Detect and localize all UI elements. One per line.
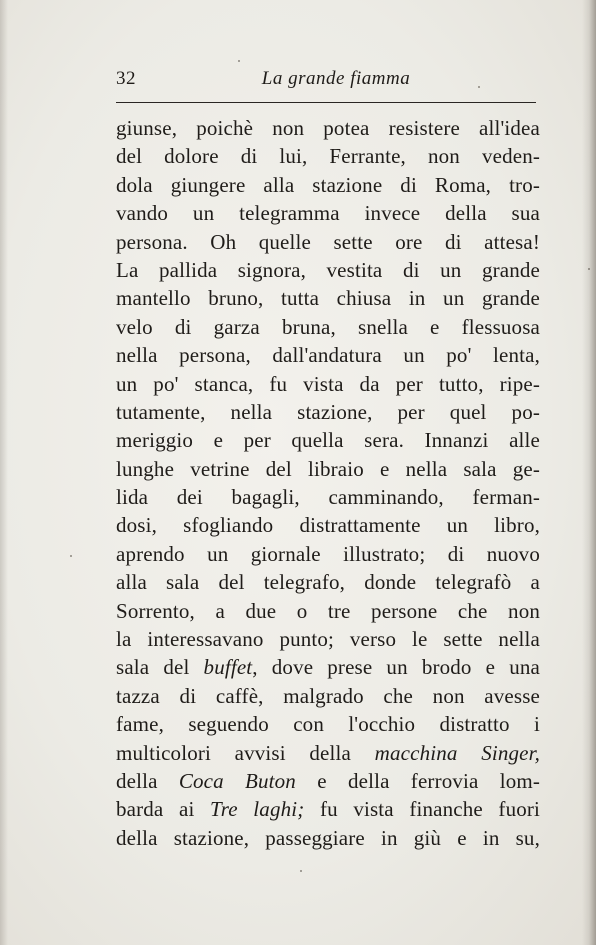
text-run: barda ai bbox=[116, 797, 211, 822]
paper-speck bbox=[70, 555, 72, 557]
running-title: La grande fiamma bbox=[261, 68, 411, 89]
paper-speck bbox=[588, 268, 590, 270]
text-run: fu vista finanche fuori bbox=[304, 797, 540, 822]
text-line bbox=[116, 795, 540, 823]
text-line: persona. Oh quelle sette ore di attesa! bbox=[116, 229, 540, 254]
text-line: tazza di caffè, malgrado che non avesse bbox=[116, 683, 540, 708]
text-run: sala del bbox=[116, 655, 204, 680]
page-right-shadow bbox=[582, 0, 596, 945]
paper-speck bbox=[478, 86, 480, 88]
text-run: della bbox=[116, 768, 179, 793]
italic-word: Tre laghi; bbox=[210, 797, 305, 822]
text-line: velo di garza bruna, snella e flessuosa bbox=[116, 314, 540, 339]
text-line: lunghe vetrine del libraio e nella sala ge- bbox=[116, 456, 540, 481]
text-line: mantello bruno, tutta chiusa in un grande bbox=[116, 286, 540, 311]
text-run: , dove prese un brodo e una bbox=[252, 655, 540, 680]
text-line: tutamente, nella stazione, per quel po- bbox=[116, 399, 540, 424]
text-line: la interessavano punto; verso le sette nella bbox=[116, 627, 540, 652]
text-line: La pallida signora, vestita di un grande bbox=[116, 257, 540, 282]
page-left-shadow bbox=[0, 0, 8, 945]
header-rule bbox=[116, 102, 536, 103]
text-line bbox=[116, 767, 540, 795]
text-line: dosi, sfogliando distrattamente un libro, bbox=[116, 513, 540, 538]
italic-word: macchina Singer, bbox=[374, 740, 541, 765]
text-line: della stazione, passeggiare in giù e in su, bbox=[116, 825, 540, 850]
text-line: alla sala del telegrafo, donde telegrafò a bbox=[116, 570, 540, 595]
text-run: multicolori avvisi della bbox=[116, 740, 375, 765]
text-line: aprendo un giornale illustrato; di nuovo bbox=[116, 541, 540, 566]
text-line: vando un telegramma invece della sua bbox=[116, 201, 540, 226]
body-text bbox=[116, 114, 540, 852]
text-line: giunse, poichè non potea resistere all'idea bbox=[116, 116, 540, 140]
text-line: dola giungere alla stazione di Roma, tro- bbox=[116, 172, 540, 197]
text-line: meriggio e per quella sera. Innanzi alle bbox=[116, 428, 540, 453]
text-line: nella persona, dall'andatura un po' lenta, bbox=[116, 343, 540, 368]
page-header bbox=[116, 68, 536, 98]
text-line: un po' stanca, fu vista da per tutto, ripe- bbox=[116, 371, 540, 396]
text-line bbox=[116, 739, 540, 767]
text-run: e della ferrovia lom- bbox=[295, 768, 540, 793]
italic-word: Coca Buton bbox=[178, 768, 296, 793]
paper-speck bbox=[238, 60, 240, 62]
text-line: lida dei bagagli, camminando, ferman- bbox=[116, 485, 540, 510]
text-line: del dolore di lui, Ferrante, non veden- bbox=[116, 144, 540, 169]
italic-word: buffet bbox=[203, 655, 253, 680]
text-line: Sorrento, a due o tre persone che non bbox=[116, 598, 540, 623]
page-number: 32 bbox=[116, 68, 136, 89]
paper-speck bbox=[300, 870, 302, 872]
text-line: fame, seguendo con l'occhio distratto i bbox=[116, 712, 540, 737]
text-line bbox=[116, 653, 540, 681]
